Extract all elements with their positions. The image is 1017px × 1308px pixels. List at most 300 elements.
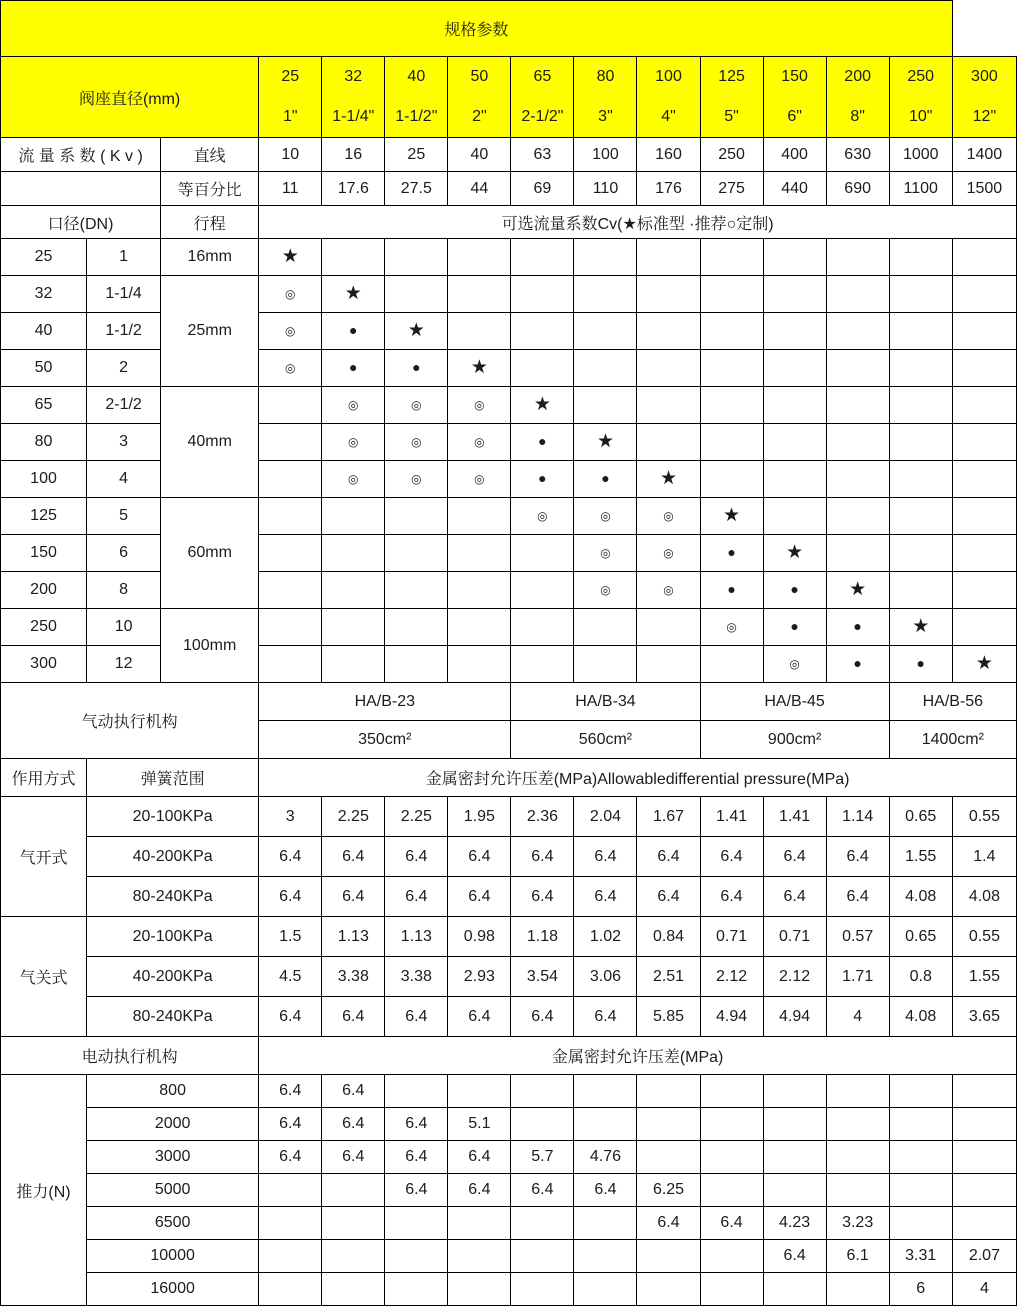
seat-mm-value: 32: [344, 68, 363, 85]
cv-symbol-cell: [952, 350, 1016, 387]
cv-symbol-cell: [511, 387, 574, 424]
circle-icon: ◎: [600, 509, 611, 523]
cv-symbol-cell: [259, 535, 322, 572]
thrust-value-cell: [637, 1108, 700, 1141]
pressure-value-cell: 2.51: [637, 957, 700, 997]
cv-matrix-section: [1, 239, 1017, 683]
pressure-value-cell: 6.4: [511, 997, 574, 1037]
cv-symbol-cell: [259, 646, 322, 683]
seat-mm-value: 25: [281, 68, 300, 85]
cv-symbol-cell: [700, 239, 763, 276]
pressure-value-cell: 6.4: [259, 997, 322, 1037]
seat-inch-value: 1-1/2": [395, 108, 438, 125]
table-row: [1, 609, 1017, 646]
table-row: [1, 1240, 1017, 1273]
thrust-value-cell: [511, 1108, 574, 1141]
cv-symbol-cell: [448, 646, 511, 683]
seat-col-values: [575, 57, 635, 137]
pressure-value-cell: 6.4: [700, 877, 763, 917]
actuator-area-cell: 900cm²: [700, 721, 889, 759]
spring-range-cell: 20-100KPa: [87, 917, 259, 957]
dn-inch-cell: 10: [87, 609, 161, 646]
dn-value-cell: 65: [1, 387, 87, 424]
cv-symbol-cell: [385, 461, 448, 498]
thrust-value-cell: 4: [952, 1273, 1016, 1306]
pressure-value-cell: 0.57: [826, 917, 889, 957]
cv-symbol-cell: [637, 350, 700, 387]
thrust-value-cell: [448, 1075, 511, 1108]
pressure-value-cell: 6.4: [448, 997, 511, 1037]
pressure-value-cell: 0.84: [637, 917, 700, 957]
table-row: [1, 572, 1017, 609]
pressure-value-cell: 0.71: [700, 917, 763, 957]
thrust-value-cell: 6.4: [511, 1174, 574, 1207]
cv-symbol-cell: [574, 350, 637, 387]
star-icon: ★: [470, 357, 488, 378]
cv-symbol-cell: [700, 646, 763, 683]
star-icon: ★: [786, 542, 804, 563]
star-icon: ★: [849, 579, 867, 600]
cv-symbol-cell: [637, 535, 700, 572]
bullet-icon: ●: [601, 470, 610, 486]
thrust-value-cell: [952, 1174, 1016, 1207]
table-row: [1, 1108, 1017, 1141]
dn-label: 口径(DN): [1, 206, 161, 239]
kv-value-cell: 69: [511, 172, 574, 206]
cv-symbol-cell: [448, 350, 511, 387]
pressure-value-cell: 1.55: [889, 837, 952, 877]
dn-inch-cell: 2: [87, 350, 161, 387]
dn-inch-cell: 3: [87, 424, 161, 461]
seat-inch-value: 8": [850, 108, 865, 125]
cv-symbol-cell: [763, 572, 826, 609]
cv-symbol-cell: [952, 498, 1016, 535]
table-row: [1, 997, 1017, 1037]
thrust-value-cell: 6.4: [385, 1141, 448, 1174]
pressure-value-cell: 4.5: [259, 957, 322, 997]
cv-symbol-cell: [322, 609, 385, 646]
cv-symbol-cell: [889, 350, 952, 387]
seat-inch-value: 12": [972, 108, 997, 125]
dn-value-cell: 125: [1, 498, 87, 535]
cv-symbol-cell: [574, 387, 637, 424]
thrust-value-cell: [700, 1108, 763, 1141]
pressure-value-cell: 6.4: [322, 877, 385, 917]
thrust-value-cell: [259, 1240, 322, 1273]
pressure-value-cell: 1.41: [700, 797, 763, 837]
cv-symbol-cell: [637, 313, 700, 350]
actuator-model-cell: HA/B-23: [259, 683, 511, 721]
seat-col-cell: [574, 57, 637, 138]
dn-value-cell: 150: [1, 535, 87, 572]
bullet-icon: ●: [412, 359, 421, 375]
table-row: [1, 313, 1017, 350]
seat-col-cell: [889, 57, 952, 138]
bullet-icon: ●: [727, 544, 736, 560]
cv-symbol-cell: [763, 276, 826, 313]
cv-symbol-cell: [385, 276, 448, 313]
cv-symbol-cell: [259, 609, 322, 646]
cv-symbol-cell: [637, 646, 700, 683]
seat-col-values: [386, 57, 446, 137]
seat-diameter-label: 阀座直径(mm): [1, 57, 259, 138]
cv-symbol-cell: [574, 276, 637, 313]
cv-symbol-cell: [511, 276, 574, 313]
cv-symbol-cell: [385, 572, 448, 609]
pressure-value-cell: 1.18: [511, 917, 574, 957]
kv-value-cell: 40: [448, 138, 511, 172]
thrust-value-cell: [952, 1207, 1016, 1240]
thrust-force-cell: 6500: [87, 1207, 259, 1240]
cv-symbol-cell: [322, 498, 385, 535]
thrust-value-cell: [763, 1108, 826, 1141]
cv-symbol-cell: [637, 498, 700, 535]
spring-range-label: 弹簧范围: [87, 759, 259, 797]
pressure-value-cell: 3.54: [511, 957, 574, 997]
cv-symbol-cell: [448, 535, 511, 572]
thrust-value-cell: [700, 1273, 763, 1306]
cv-symbol-cell: [511, 572, 574, 609]
cv-symbol-cell: [385, 424, 448, 461]
cv-symbol-cell: [511, 313, 574, 350]
table-row: [1, 797, 1017, 837]
table-row: [1, 646, 1017, 683]
star-icon: ★: [912, 616, 930, 637]
cv-symbol-cell: [259, 350, 322, 387]
kv-value-cell: 110: [574, 172, 637, 206]
dn-inch-cell: 1-1/2: [87, 313, 161, 350]
bullet-icon: ●: [349, 359, 358, 375]
cv-symbol-cell: [637, 424, 700, 461]
cv-symbol-cell: [322, 535, 385, 572]
cv-symbol-cell: [700, 350, 763, 387]
cv-symbol-cell: [574, 461, 637, 498]
kv-value-cell: 690: [826, 172, 889, 206]
circle-icon: ◎: [663, 546, 674, 560]
cv-symbol-cell: [511, 461, 574, 498]
seat-col-cell: [322, 57, 385, 138]
dn-inch-cell: 1: [87, 239, 161, 276]
thrust-force-cell: 2000: [87, 1108, 259, 1141]
circle-icon: ◎: [726, 620, 737, 634]
dn-inch-cell: 5: [87, 498, 161, 535]
cv-symbol-cell: [448, 498, 511, 535]
cv-symbol-cell: [826, 609, 889, 646]
cv-symbol-cell: [952, 387, 1016, 424]
pressure-value-cell: 6.4: [763, 837, 826, 877]
pressure-value-cell: 6.4: [637, 837, 700, 877]
thrust-value-cell: [763, 1174, 826, 1207]
pressure-value-cell: 0.71: [763, 917, 826, 957]
pressure-value-cell: 6.4: [385, 877, 448, 917]
pressure-value-cell: 1.95: [448, 797, 511, 837]
linear-label: 直线: [161, 138, 259, 172]
pressure-value-cell: 6.4: [763, 877, 826, 917]
pressure-value-cell: 3.65: [952, 997, 1016, 1037]
thrust-value-cell: [700, 1075, 763, 1108]
cv-symbol-cell: [826, 646, 889, 683]
star-icon: ★: [596, 431, 614, 452]
circle-icon: ◎: [789, 657, 800, 671]
spring-range-cell: 80-240KPa: [87, 877, 259, 917]
cv-symbol-cell: [763, 535, 826, 572]
seat-inch-value: 5": [724, 108, 739, 125]
pressure-value-cell: 2.93: [448, 957, 511, 997]
thrust-label: 推力(N): [1, 1075, 87, 1306]
thrust-value-cell: [448, 1240, 511, 1273]
cv-symbol-cell: [763, 387, 826, 424]
pneumatic-actuator-section: [1, 683, 1017, 797]
seat-col-values: [765, 57, 825, 137]
action-group-label: 气关式: [1, 917, 87, 1037]
seat-col-cell: [700, 57, 763, 138]
cv-symbol-cell: [952, 461, 1016, 498]
pressure-value-cell: 6.4: [448, 837, 511, 877]
pressure-value-cell: 2.12: [763, 957, 826, 997]
thrust-value-cell: [322, 1240, 385, 1273]
cv-symbol-cell: [448, 572, 511, 609]
pressure-value-cell: 2.36: [511, 797, 574, 837]
pressure-value-cell: 6.4: [322, 997, 385, 1037]
thrust-value-cell: 6.4: [259, 1141, 322, 1174]
thrust-value-cell: [826, 1141, 889, 1174]
seat-mm-value: 80: [596, 68, 615, 85]
thrust-force-cell: 800: [87, 1075, 259, 1108]
pressure-value-cell: 5.85: [637, 997, 700, 1037]
thrust-force-cell: 16000: [87, 1273, 259, 1306]
star-icon: ★: [344, 283, 362, 304]
thrust-value-cell: 6.4: [448, 1174, 511, 1207]
seat-col-values: [954, 57, 1015, 137]
cv-symbol-cell: [826, 276, 889, 313]
pressure-value-cell: 6.4: [259, 837, 322, 877]
cv-symbol-cell: [889, 313, 952, 350]
stroke-label: 行程: [161, 206, 259, 239]
dn-inch-cell: 6: [87, 535, 161, 572]
thrust-value-cell: 6.4: [322, 1075, 385, 1108]
cv-symbol-cell: [574, 498, 637, 535]
thrust-value-cell: 6.4: [448, 1141, 511, 1174]
pressure-value-cell: 0.65: [889, 797, 952, 837]
pressure-value-cell: 6.4: [637, 877, 700, 917]
seat-col-cell: [763, 57, 826, 138]
thrust-value-cell: [322, 1174, 385, 1207]
star-icon: ★: [407, 320, 425, 341]
thrust-value-cell: [637, 1075, 700, 1108]
kv-value-cell: 17.6: [322, 172, 385, 206]
cv-symbol-cell: [574, 424, 637, 461]
seat-col-values: [449, 57, 509, 137]
electric-actuator-label: 电动执行机构: [1, 1037, 259, 1075]
cv-symbol-cell: [826, 572, 889, 609]
table-row: [1, 957, 1017, 997]
cv-symbol-cell: [259, 239, 322, 276]
thrust-value-cell: 6.4: [259, 1075, 322, 1108]
circle-icon: ◎: [474, 398, 485, 412]
cv-symbol-cell: [826, 424, 889, 461]
cv-symbol-cell: [889, 461, 952, 498]
cv-symbol-cell: [511, 424, 574, 461]
bullet-icon: ●: [538, 433, 547, 449]
cv-symbol-cell: [889, 239, 952, 276]
cv-symbol-cell: [952, 239, 1016, 276]
cv-symbol-cell: [385, 609, 448, 646]
star-icon: ★: [533, 394, 551, 415]
spring-range-cell: 80-240KPa: [87, 997, 259, 1037]
thrust-value-cell: [259, 1174, 322, 1207]
cv-symbol-cell: [385, 535, 448, 572]
table-row: [1, 350, 1017, 387]
pressure-value-cell: 6.4: [826, 837, 889, 877]
dn-value-cell: 25: [1, 239, 87, 276]
cv-symbol-cell: [700, 498, 763, 535]
seat-inch-value: 6": [787, 108, 802, 125]
dn-value-cell: 100: [1, 461, 87, 498]
dn-value-cell: 32: [1, 276, 87, 313]
thrust-value-cell: 6.4: [322, 1108, 385, 1141]
cv-symbol-cell: [322, 276, 385, 313]
cv-symbol-cell: [700, 535, 763, 572]
cv-legend: 可选流量系数Cv(★标准型 ·推荐○定制): [259, 206, 1017, 239]
cv-symbol-cell: [574, 535, 637, 572]
cv-symbol-cell: [889, 609, 952, 646]
kv-value-cell: 10: [259, 138, 322, 172]
thrust-value-cell: 3.23: [826, 1207, 889, 1240]
thrust-value-cell: 5.7: [511, 1141, 574, 1174]
cv-symbol-cell: [700, 387, 763, 424]
actuator-model-cell: HA/B-45: [700, 683, 889, 721]
bullet-icon: ●: [916, 655, 925, 671]
cv-symbol-cell: [763, 239, 826, 276]
circle-icon: ◎: [600, 583, 611, 597]
cv-symbol-cell: [889, 424, 952, 461]
cv-symbol-cell: [322, 387, 385, 424]
cv-symbol-cell: [826, 498, 889, 535]
bullet-icon: ●: [790, 618, 799, 634]
thrust-value-cell: [700, 1174, 763, 1207]
seat-mm-value: 150: [781, 68, 808, 85]
pressure-value-cell: 6.4: [511, 877, 574, 917]
kv-value-cell: 100: [574, 138, 637, 172]
seat-mm-value: 50: [470, 68, 489, 85]
pressure-value-cell: 1.4: [952, 837, 1016, 877]
seat-col-values: [512, 57, 572, 137]
kv-value-cell: 27.5: [385, 172, 448, 206]
pressure-value-cell: 1.13: [322, 917, 385, 957]
cv-symbol-cell: [637, 461, 700, 498]
table-row: [1, 877, 1017, 917]
table-row: [1, 917, 1017, 957]
thrust-value-cell: [889, 1141, 952, 1174]
cv-symbol-cell: [322, 572, 385, 609]
pressure-value-cell: 1.67: [637, 797, 700, 837]
bullet-icon: ●: [538, 470, 547, 486]
kv-value-cell: 44: [448, 172, 511, 206]
pressure-value-cell: 6.4: [385, 837, 448, 877]
thrust-value-cell: 2.07: [952, 1240, 1016, 1273]
thrust-value-cell: 6.4: [322, 1141, 385, 1174]
thrust-value-cell: 6.4: [763, 1240, 826, 1273]
kv-value-cell: 1100: [889, 172, 952, 206]
thrust-value-cell: 6.4: [259, 1108, 322, 1141]
seat-col-cell: [826, 57, 889, 138]
cv-symbol-cell: [322, 424, 385, 461]
cv-symbol-cell: [574, 609, 637, 646]
seat-col-values: [828, 57, 888, 137]
pressure-value-cell: 2.12: [700, 957, 763, 997]
cv-symbol-cell: [889, 276, 952, 313]
thrust-value-cell: [259, 1207, 322, 1240]
pressure-value-cell: 0.65: [889, 917, 952, 957]
pressure-value-cell: 6.4: [448, 877, 511, 917]
circle-icon: ◎: [474, 472, 485, 486]
cv-symbol-cell: [511, 646, 574, 683]
bullet-icon: ●: [349, 322, 358, 338]
cv-symbol-cell: [952, 572, 1016, 609]
cv-symbol-cell: [259, 276, 322, 313]
cv-symbol-cell: [889, 535, 952, 572]
cv-symbol-cell: [385, 313, 448, 350]
circle-icon: ◎: [284, 324, 296, 338]
bullet-icon: ●: [790, 581, 799, 597]
thrust-value-cell: [448, 1207, 511, 1240]
pressure-value-cell: 1.55: [952, 957, 1016, 997]
pressure-value-cell: 6.4: [574, 997, 637, 1037]
seat-col-values: [891, 57, 951, 137]
cv-symbol-cell: [826, 313, 889, 350]
cv-symbol-cell: [385, 239, 448, 276]
dn-inch-cell: 8: [87, 572, 161, 609]
cv-symbol-cell: [889, 646, 952, 683]
cv-symbol-cell: [637, 276, 700, 313]
seat-col-cell: [385, 57, 448, 138]
actuator-area-cell: 350cm²: [259, 721, 511, 759]
thrust-value-cell: [889, 1075, 952, 1108]
thrust-value-cell: [574, 1075, 637, 1108]
star-icon: ★: [723, 505, 741, 526]
spring-range-cell: 20-100KPa: [87, 797, 259, 837]
cv-symbol-cell: [763, 646, 826, 683]
pressure-value-cell: 2.04: [574, 797, 637, 837]
pressure-value-cell: 6.4: [826, 877, 889, 917]
circle-icon: ◎: [348, 398, 359, 412]
thrust-value-cell: [574, 1273, 637, 1306]
cv-symbol-cell: [448, 276, 511, 313]
pressure-value-cell: 0.55: [952, 797, 1016, 837]
actuator-model-cell: HA/B-34: [511, 683, 700, 721]
pressure-value-cell: 3.38: [385, 957, 448, 997]
cv-symbol-cell: [448, 609, 511, 646]
thrust-value-cell: [511, 1240, 574, 1273]
pressure-section: [1, 797, 1017, 1037]
table-row: [1, 837, 1017, 877]
table-row: [1, 1273, 1017, 1306]
thrust-value-cell: [574, 1108, 637, 1141]
kv-value-cell: 25: [385, 138, 448, 172]
pressure-value-cell: 1.02: [574, 917, 637, 957]
circle-icon: ◎: [663, 583, 674, 597]
cv-symbol-cell: [889, 387, 952, 424]
cv-symbol-cell: [511, 498, 574, 535]
cv-symbol-cell: [952, 424, 1016, 461]
cv-symbol-cell: [574, 239, 637, 276]
table-row: [1, 535, 1017, 572]
pressure-value-cell: 6.4: [511, 837, 574, 877]
thrust-value-cell: [385, 1240, 448, 1273]
circle-icon: ◎: [411, 398, 422, 412]
dn-value-cell: 40: [1, 313, 87, 350]
cv-symbol-cell: [448, 313, 511, 350]
